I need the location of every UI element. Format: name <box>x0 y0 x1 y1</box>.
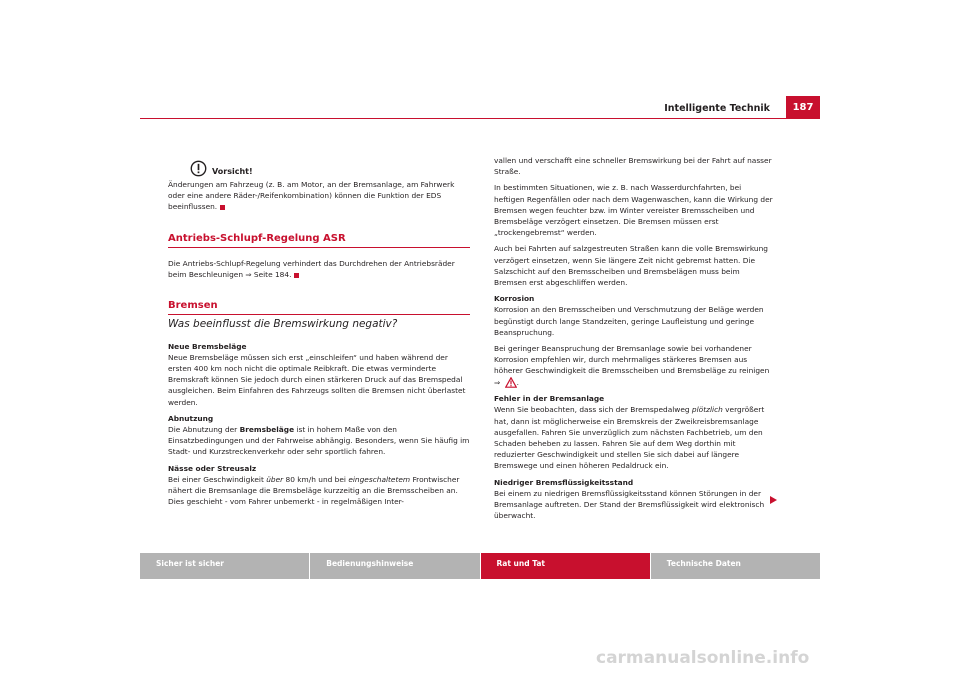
footer-tab-technical[interactable]: Technische Daten <box>651 553 820 579</box>
end-mark-icon <box>220 205 225 210</box>
exclamation-circle-icon <box>190 160 207 177</box>
asr-text: Die Antriebs-Schlupf-Regelung verhindert das Durchdrehen der Antriebsräder beim Beschleunigen ⇒ Seite 184. <box>168 258 455 280</box>
continue-arrow-icon <box>770 496 777 504</box>
watermark: carmanualsonline.info <box>596 648 810 668</box>
subheading-fluid: Niedriger Bremsflüssigkeitsstand <box>494 477 634 487</box>
warning-title: Vorsicht! <box>212 166 253 176</box>
paragraph-wet: Bei einer Geschwindigkeit über 80 km/h und bei eingeschaltetem Frontwischer nähert die Bremsanlage die Bremsbeläge kurzzeitig an die Bremsscheiben an. Dies geschieht - vom Fahrer unbemerkt - in regelmäßigen Inter- <box>168 474 460 507</box>
page-number: 187 <box>786 96 820 118</box>
header-rule <box>140 118 820 119</box>
paragraph-continued: vallen und verschafft eine schneller Bremswirkung bei der Fahrt auf nasser Straße. <box>494 156 772 177</box>
footer-nav <box>140 553 820 579</box>
paragraph-situations: In bestimmten Situationen, wie z. B. nach Wasserdurchfahrten, bei heftigen Regenfällen oder nach dem Wagenwaschen, kann die Wirkung der Bremsen wegen feuchter bzw. im Winter vereister Bremsscheiben und Bremsbeläge verzögert einsetzen. Die Bremsen müssen erst „trockengebremst“ werden. <box>494 183 773 238</box>
subheading-wear: Abnutzung <box>168 413 214 423</box>
paragraph-corrosion: Korrosion an den Bremsscheiben und Verschmutzung der Beläge werden begünstigt durch lange Standzeiten, geringe Laufleistung und geringe Beanspruchung. <box>494 305 764 337</box>
paragraph-fault: Wenn Sie beobachten, dass sich der Bremspedalweg plötzlich vergrößert hat, dann ist möglicherweise ein Bremskreis der Zweikreisbremsanlage ausgefallen. Fahren Sie unverzüglich zum nächsten Fachbetrieb, um den Schaden beheben zu lassen. Fahren Sie auf dem Weg dorthin mit reduzierter Geschwindigkeit und stellen Sie sich dabei auf längere Bremswege und einen höheren Pedaldruck ein. <box>494 405 765 471</box>
subheading-fault: Fehler in der Bremsanlage <box>494 394 605 404</box>
section-title-brakes: Bremsen <box>168 300 470 315</box>
warning-triangle-icon <box>505 377 517 388</box>
paragraph-new-pads: Neue Bremsbeläge müssen sich erst „einschleifen“ und haben während der ersten 400 km noch nicht die optimale Reibkraft. Die etwas verminderte Bremskraft können Sie jedoch durch einen stärkeren Druck auf das Bremspedal ausgleichen. Beim Einfahren des Fahrzeugs sollten die Bremsen nicht überlastet werden. <box>168 352 466 407</box>
footer-tab-operation[interactable]: Bedienungshinweise <box>310 553 479 579</box>
paragraph-salt: Auch bei Fahrten auf salzgestreuten Straßen kann die volle Bremswirkung verzögert einsetzen, wenn Sie längere Zeit nicht gebremst hatten. Die Salzschicht auf den Bremsscheiben und Bremsbelägen muss beim Bremsen erst abgeschliffen werden. <box>494 244 768 288</box>
running-header-title: Intelligente Technik <box>664 103 770 114</box>
warning-heading <box>190 160 470 177</box>
warning-text: Änderungen am Fahrzeug (z. B. am Motor, an der Bremsanlage, am Fahrwerk oder eine andere Räder-/Reifenkombination) können die Funktion der EDS beeinflussen. <box>168 180 455 212</box>
left-column <box>168 160 470 512</box>
right-column <box>494 155 774 526</box>
section-subtitle-brakes: Was beeinflusst die Bremswirkung negativ? <box>168 318 398 331</box>
paragraph-wear: Die Abnutzung der Bremsbeläge ist in hohem Maße von den Einsatzbedingungen und der Fahrweise abhängig. Besonders, wenn Sie häufig im Stadt- und Kurzstreckenverkehr oder sehr sportlich fahren. <box>168 425 470 457</box>
paragraph-fluid: Bei einem zu niedrigen Bremsflüssigkeitsstand können Störungen in der Bremsanlage auftreten. Der Stand der Bremsflüssigkeit wird elektronisch überwacht. <box>494 488 765 521</box>
subheading-wet: Nässe oder Streusalz <box>168 463 257 473</box>
footer-tab-safety[interactable]: Sicher ist sicher <box>140 553 309 579</box>
subheading-new-pads: Neue Bremsbeläge <box>168 341 247 351</box>
section-title-asr: Antriebs-Schlupf-Regelung ASR <box>168 233 470 248</box>
paragraph-low-use: Bei geringer Beanspruchung der Bremsanlage sowie bei vorhandener Korrosion empfehlen wir, durch mehrmaliges stärkeres Bremsen aus höherer Geschwindigkeit die Bremsscheiben und Bremsbeläge zu reinigen ⇒ . <box>494 344 770 387</box>
subheading-corrosion: Korrosion <box>494 294 535 304</box>
end-mark-icon <box>294 273 299 278</box>
footer-tab-advice[interactable]: Rat und Tat <box>481 553 650 579</box>
